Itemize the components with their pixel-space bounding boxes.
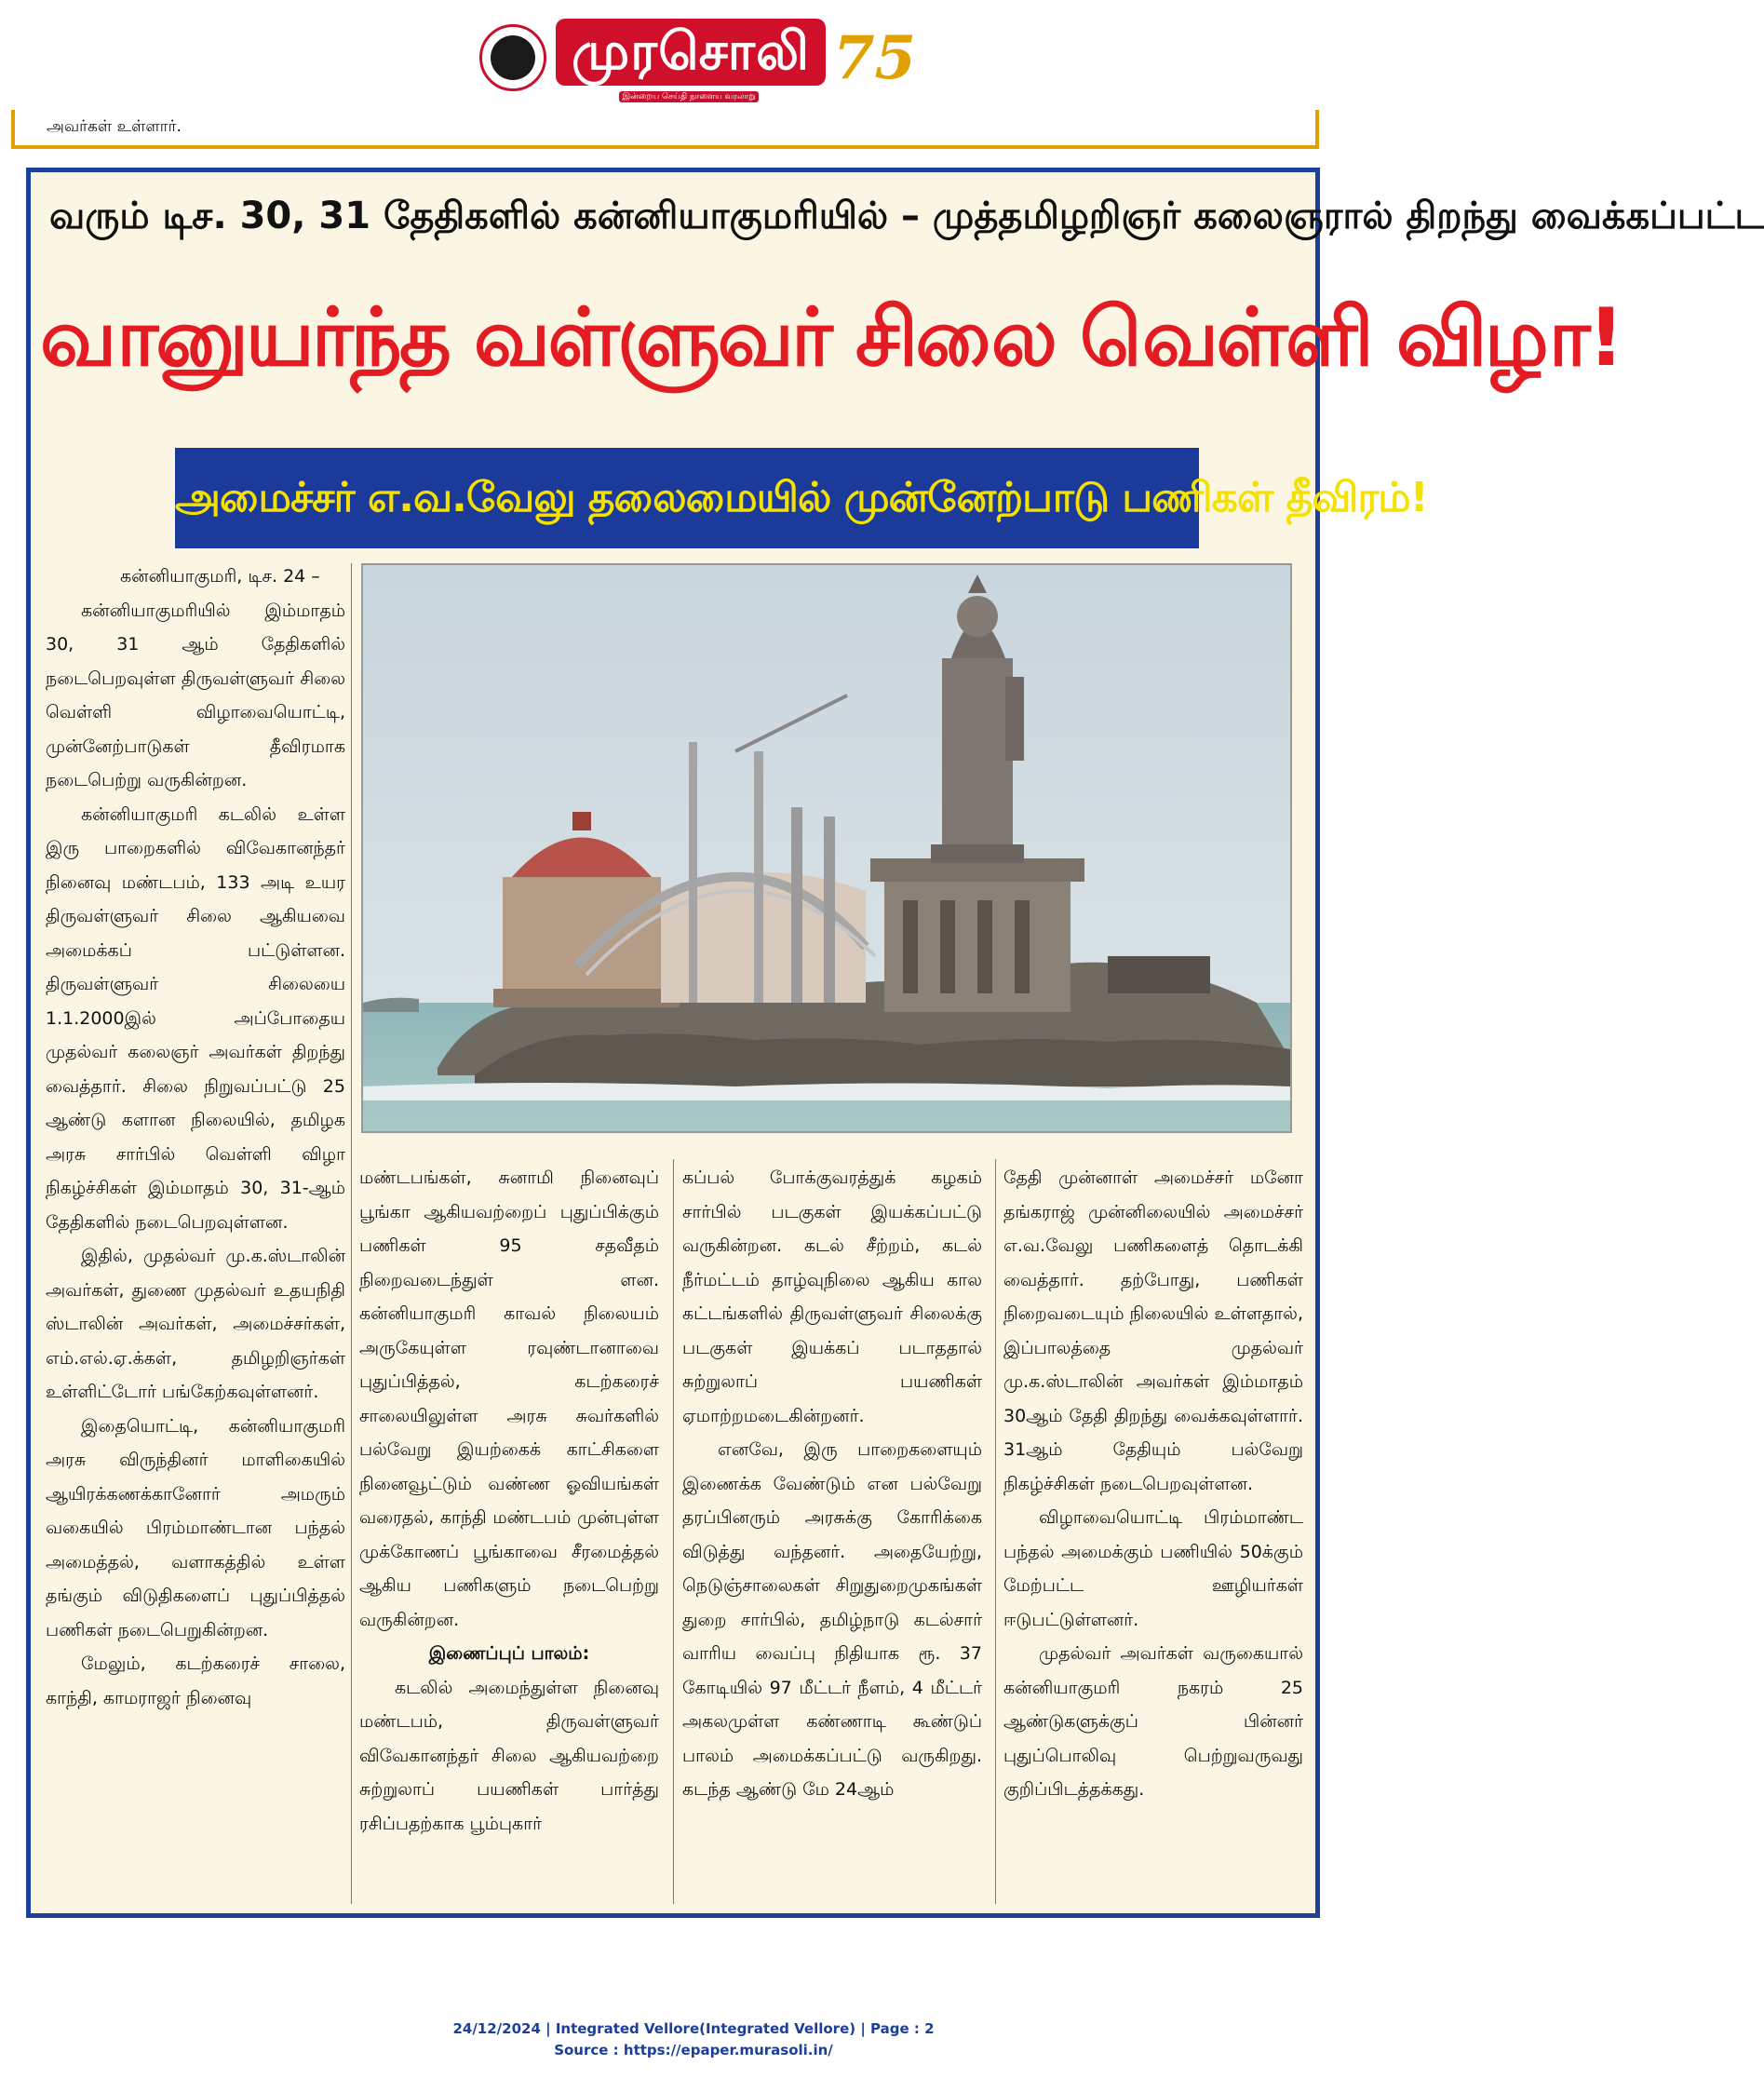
paragraph: விழாவையொட்டி பிரம்மாண்ட பந்தல் அமைக்கும் பணியில் 50க்கும் மேற்பட்ட ஊழியர்கள் ஈடுபட்டுள்ளனர். bbox=[1003, 1507, 1303, 1630]
party-seal-logo bbox=[479, 24, 546, 91]
paragraph: தேதி முன்னாள் அமைச்சர் மனோ தங்கராஜ் முன்னிலையில் அமைச்சர் எ.வ.வேலு பணிகளைத் தொடக்கி வைத்தார். தற்போது, பணிகள் நிறைவடையும் நிலையில் உள்ளதால், இப்பாலத்தை முதல்வர் மு.க.ஸ்டாலின் அவர்கள் இம்மாதம் 30ஆம் தேதி திறந்து வைக்கவுள்ளார். 31ஆம் தேதியும் பல்வேறு நிகழ்ச்சிகள் நடைபெறவுள்ளன. bbox=[1003, 1167, 1303, 1494]
previous-article-tail: அவர்கள் உள்ளார். bbox=[47, 117, 182, 136]
footer-source-link[interactable]: Source : https://epaper.murasoli.in/ bbox=[554, 2042, 833, 2058]
anniversary-75-logo: 75 bbox=[833, 23, 917, 93]
paragraph: மேலும், கடற்கரைச் சாலை, காந்தி, காமராஜர் நினைவு bbox=[46, 1653, 345, 1708]
paragraph: கடலில் அமைந்துள்ள நினைவு மண்டபம், திருவள்ளுவர் விவேகானந்தர் சிலை ஆகியவற்றை சுற்றுலாப் பயணிகள் பார்த்து ரசிப்பதற்காக பூம்புகார் bbox=[359, 1677, 659, 1834]
masthead-tagline: இன்றைய செய்தி நாளைய வரலாறு bbox=[619, 91, 759, 102]
article-column-2 bbox=[359, 1161, 659, 1841]
column-rule bbox=[351, 563, 352, 1904]
dateline: கன்னியாகுமரி, டிச. 24 – bbox=[120, 566, 320, 587]
section-subtitle: இணைப்புப் பாலம்: bbox=[428, 1643, 590, 1664]
article-column-1 bbox=[46, 560, 345, 1715]
article-box bbox=[26, 168, 1764, 1918]
paragraph: கப்பல் போக்குவரத்துக் கழகம் சார்பில் படகுகள் இயக்கப்பட்டு வருகின்றன. கடல் சீற்றம், கடல் நீர்மட்டம் தாழ்வுநிலை ஆகிய கால கட்டங்களில் திருவள்ளுவர் சிலைக்கு படகுகள் இயக்கப் படாததால் சுற்றுலாப் பயணிகள் ஏமாற்றமடைகின்றனர். bbox=[682, 1167, 982, 1426]
paragraph: இதையொட்டி, கன்னியாகுமரி அரசு விருந்தினர் மாளிகையில் ஆயிரக்கணக்கானோர் அமரும் வகையில் பிரம்மாண்டான பந்தல் அமைத்தல், வளாகத்தில் உள்ள தங்கும் விடுதிகளைப் புதுப்பித்தல் பணிகள் நடைபெறுகின்றன. bbox=[46, 1415, 345, 1640]
paragraph: கன்னியாகுமரி கடலில் உள்ள இரு பாறைகளில் விவேகானந்தர் நினைவு மண்டபம், 133 அடி உயர திருவள்ளுவர் சிலை ஆகியவை அமைக்கப் பட்டுள்ளன. திருவள்ளுவர் சிலையை 1.1.2000இல் அப்போதைய முதல்வர் கலைஞர் அவர்கள் திறந்து வைத்தார். சிலை நிறுவப்பட்டு 25 ஆண்டு களான நிலையில், தமிழக அரசு சார்பில் வெள்ளி விழா நிகழ்ச்சிகள் இம்மாதம் 30, 31-ஆம் தேதிகளில் நடைபெறவுள்ளன. bbox=[46, 803, 345, 1233]
article-column-3 bbox=[682, 1161, 982, 1807]
statue-photo bbox=[361, 563, 1292, 1133]
paragraph: மண்டபங்கள், சுனாமி நினைவுப் பூங்கா ஆகியவற்றைப் புதுப்பிக்கும் பணிகள் 95 சதவீதம் நிறைவடைந்துள் ளன. கன்னியாகுமரி காவல் நிலையம் அருகேயுள்ள ரவுண்டானாவை புதுப்பித்தல், கடற்கரைச் சாலையிலுள்ள அரசு சுவர்களில் பல்வேறு இயற்கைக் காட்சிகளை நினைவூட்டும் வண்ண ஓவியங்கள் வரைதல், காந்தி மண்டபம் முன்புள்ள முக்கோணப் பூங்காவை சீரமைத்தல் ஆகிய பணிகளும் நடைபெற்று வருகின்றன. bbox=[359, 1167, 659, 1630]
newspaper-logo: முரசொலி bbox=[556, 19, 826, 86]
article-subheadline: அமைச்சர் எ.வ.வேலு தலைமையில் முன்னேற்பாடு பணிகள் தீவிரம்! bbox=[175, 448, 1199, 548]
paragraph: முதல்வர் அவர்கள் வருகையால் கன்னியாகுமரி நகரம் 25 ஆண்டுகளுக்குப் பின்னர் புதுப்பொலிவு பெற்றுவருவது குறிப்பிடத்தக்கது. bbox=[1003, 1643, 1303, 1800]
previous-article-box bbox=[11, 110, 1319, 149]
column-rule bbox=[995, 1159, 996, 1904]
footer-edition-info: 24/12/2024 | Integrated Vellore(Integrated Vellore) | Page : 2 bbox=[452, 2020, 935, 2037]
column-rule bbox=[673, 1159, 674, 1904]
paragraph: இதில், முதல்வர் மு.க.ஸ்டாலின் அவர்கள், துணை முதல்வர் உதயநிதி ஸ்டாலின் அவர்கள், அமைச்சர்கள், எம்.எல்.ஏ.க்கள், தமிழறிஞர்கள் உள்ளிட்டோர் பங்கேற்கவுள்ளனர். bbox=[46, 1246, 345, 1402]
masthead bbox=[479, 17, 917, 101]
paragraph: எனவே, இரு பாறைகளையும் இணைக்க வேண்டும் என பல்வேறு தரப்பினரும் அரசுக்கு கோரிக்கை விடுத்து வந்தனர். அதையேற்று, நெடுஞ்சாலைகள் சிறுதுறைமுகங்கள் துறை சார்பில், தமிழ்நாடு கடல்சார் வாரிய வைப்பு நிதியாக ரூ. 37 கோடியில் 97 மீட்டர் நீளம், 4 மீட்டர் அகலமுள்ள கண்ணாடி கூண்டுப் பாலம் அமைக்கப்பட்டு வருகிறது. கடந்த ஆண்டு மே 24ஆம் bbox=[682, 1439, 982, 1800]
article-column-4 bbox=[1003, 1161, 1303, 1807]
paragraph: கன்னியாகுமரியில் இம்மாதம் 30, 31 ஆம் தேதிகளில் நடைபெறவுள்ள திருவள்ளுவர் சிலை வெள்ளி விழாவையொட்டி, முன்னேற்பாடுகள் தீவிரமாக நடைபெற்று வருகின்றன. bbox=[46, 600, 345, 790]
article-headline: வானுயர்ந்த வள்ளுவர் சிலை வெள்ளி விழா! bbox=[40, 291, 1622, 385]
article-kicker: வரும் டிச. 30, 31 தேதிகளில் கன்னியாகுமரியில் – முத்தமிழறிஞர் கலைஞரால் திறந்து வைக்கப்பட்ட bbox=[49, 195, 1764, 237]
statue-photo-illustration bbox=[363, 565, 1290, 1131]
